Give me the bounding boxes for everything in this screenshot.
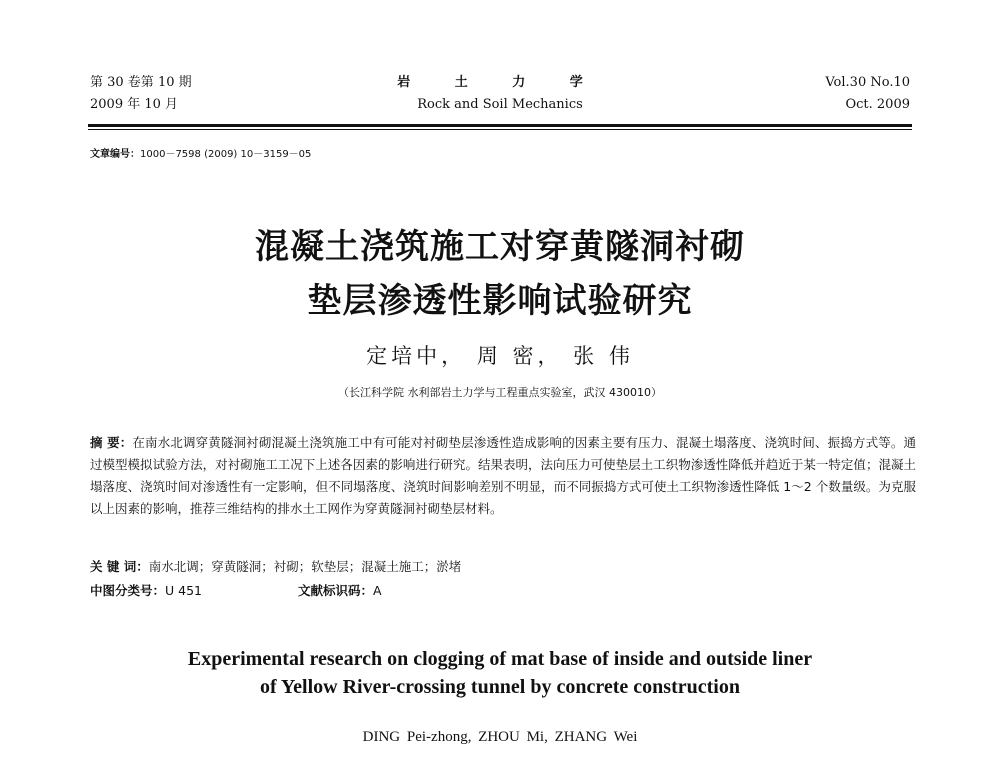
abstract-text: 在南水北调穿黄隧洞衬砌混凝土浇筑施工中有可能对衬砌垫层渗透性造成影响的因素主要有压力、混凝土塌落度、浇筑时间、振捣方式等。通过模型模拟试验方法，对衬砌施工工况下上述各因素的影响进行研究。结果表明，法向压力可使垫层土工织物渗透性降低并趋近于某一特定值；混凝土塌落度、浇筑时间对渗透性有一定影响，但不同塌落度、浇筑时间影响差别不明显，而不同振捣方式可使土工织物渗透性降低 1～2 个数量级。为克服以上因素的影响，推荐三维结构的排水土工网作为穿黄隧洞衬砌垫层材料。 — [90, 435, 916, 516]
authors-cn: 定培中， 周 密， 张 伟 — [366, 344, 634, 368]
keywords-cn — [90, 557, 461, 575]
article-number — [90, 145, 311, 160]
header-right — [825, 72, 910, 116]
keywords-label: 关 键 词： — [90, 559, 149, 574]
article-number-label: 文章编号： — [90, 149, 140, 160]
document-code — [298, 581, 382, 599]
affiliation-cn: （长江科学院 水利部岩土力学与工程重点实验室，武汉 430010） — [338, 386, 662, 399]
title-cn-line2: 垫层渗透性影响试验研究 — [307, 281, 693, 321]
article-number-value: 1000－7598 (2009) 10－3159－05 — [140, 149, 312, 160]
journal-name-cn: 岩 土 力 学 — [397, 75, 603, 90]
abstract-cn — [90, 432, 916, 520]
volume-issue-cn: 第 30 卷第 10 期 — [90, 75, 192, 90]
title-cn — [0, 220, 1000, 328]
abstract-label: 摘 要： — [90, 435, 133, 450]
clc-value: U 451 — [165, 583, 202, 598]
title-en-line2: of Yellow River-crossing tunnel by concrete construction — [260, 676, 740, 698]
date-cn: 2009 年 10 月 — [90, 97, 179, 112]
authors-en: DING Pei-zhong, ZHOU Mi, ZHANG Wei — [362, 729, 638, 745]
classification-line — [90, 581, 382, 599]
header-center — [90, 72, 910, 116]
keywords-text: 南水北调；穿黄隧洞；衬砌；软垫层；混凝土施工；淤堵 — [148, 559, 462, 574]
document-code-value: A — [373, 583, 382, 598]
clc-label: 中图分类号： — [90, 583, 166, 598]
volume-issue-en: Vol.30 No.10 — [825, 75, 910, 90]
title-cn-line1: 混凝土浇筑施工对穿黄隧洞衬砌 — [255, 227, 745, 267]
title-en — [0, 645, 1000, 701]
date-en: Oct. 2009 — [845, 97, 910, 112]
header-rule-thick — [88, 124, 912, 127]
journal-header — [90, 72, 910, 120]
document-code-label: 文献标识码： — [298, 583, 374, 598]
journal-name-en: Rock and Soil Mechanics — [417, 97, 583, 112]
title-en-line1: Experimental research on clogging of mat base of inside and outside liner — [187, 648, 813, 670]
header-rule-thin — [88, 129, 912, 130]
